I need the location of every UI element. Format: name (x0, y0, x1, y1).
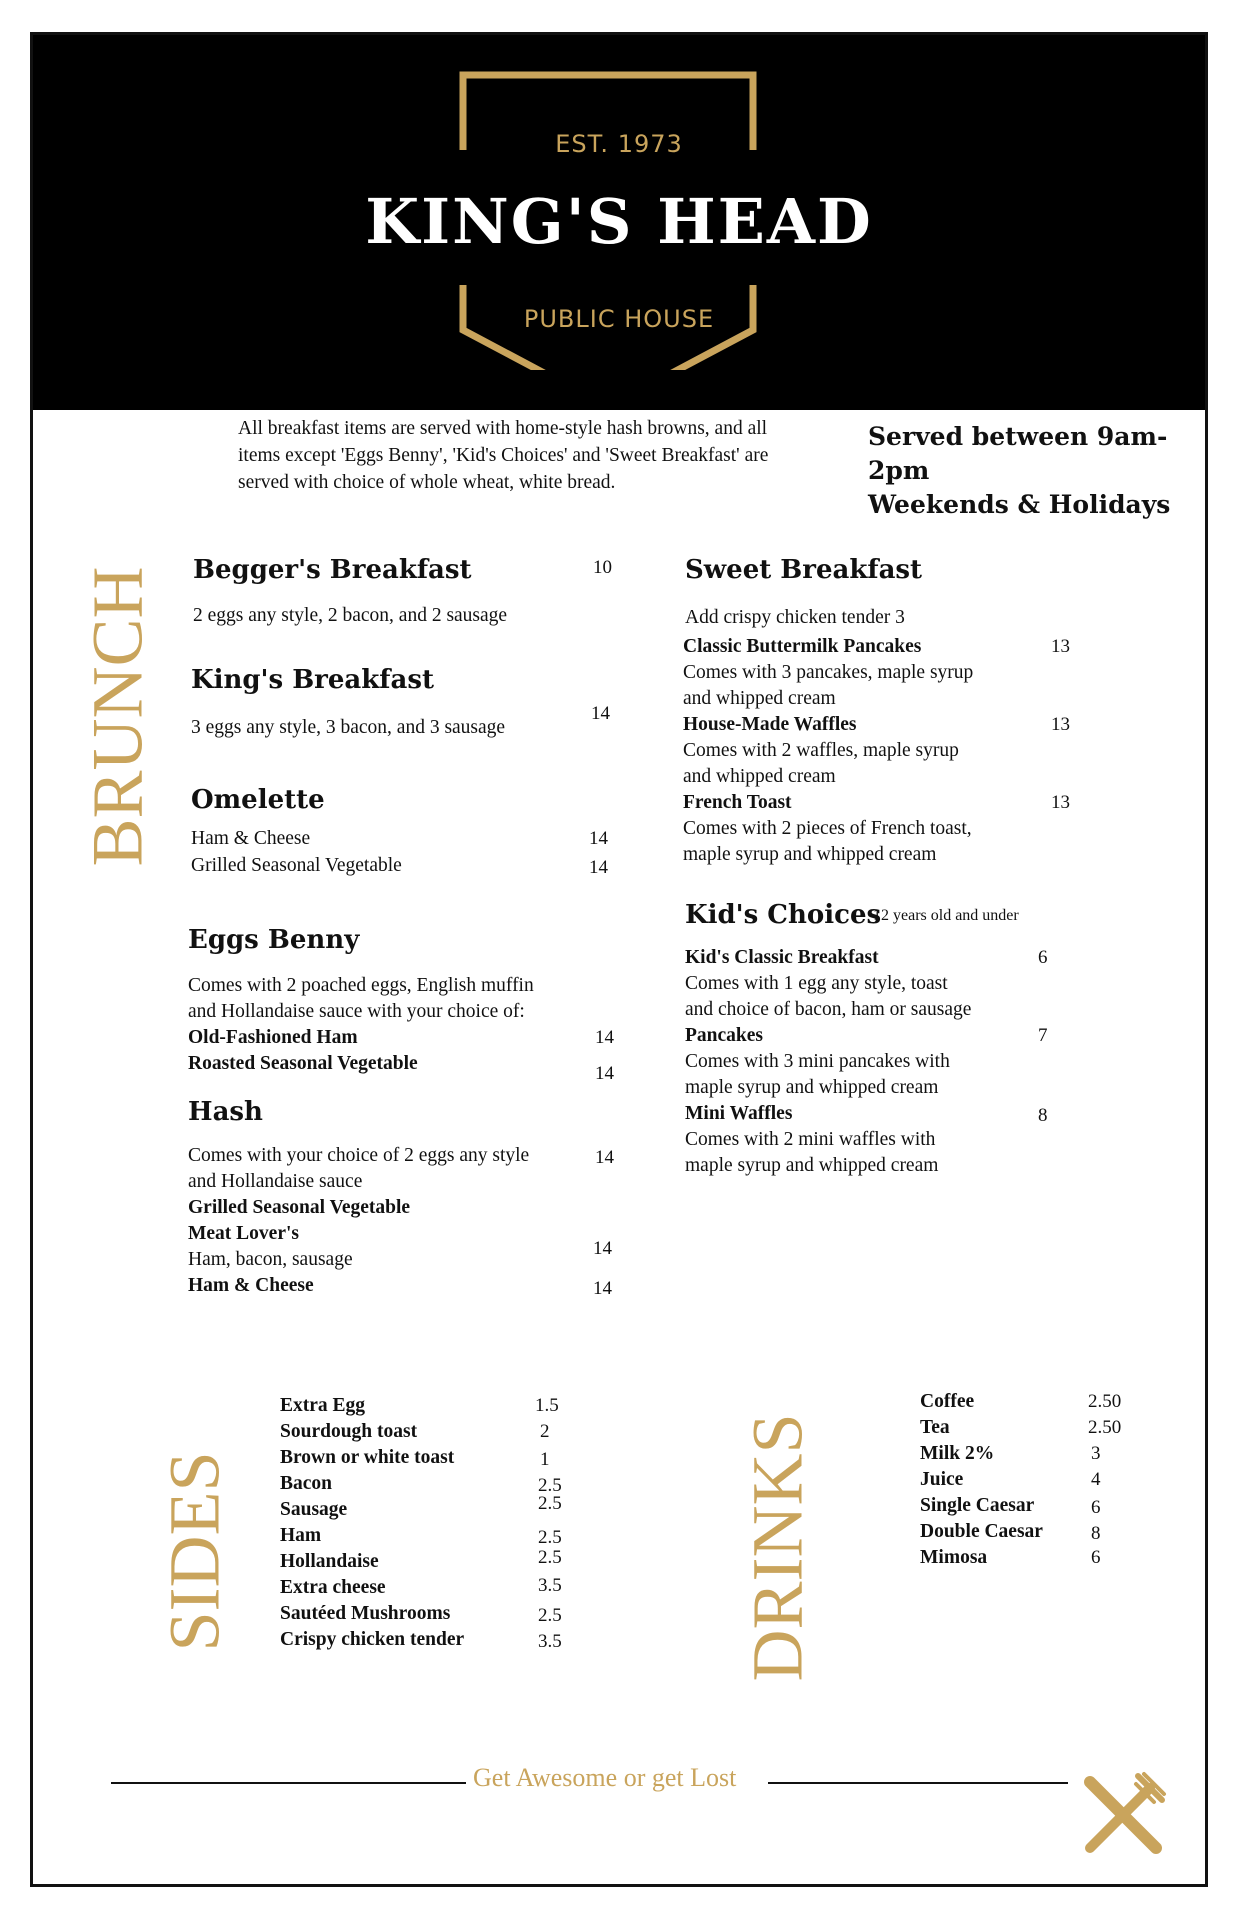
side-item: Extra cheese (280, 1577, 386, 1598)
item-option: French Toast (683, 792, 792, 813)
side-price: 1 (540, 1449, 550, 1470)
age-note: 12 years old and under (873, 907, 1019, 924)
item-price: 14 (593, 1238, 612, 1259)
item-desc: Comes with 1 egg any style, toast (685, 973, 948, 994)
item-option: Ham & Cheese (188, 1275, 314, 1296)
menu-header (33, 35, 1205, 410)
drink-price: 2.50 (1088, 1391, 1122, 1412)
item-price: 14 (589, 857, 608, 878)
item-desc: and Hollandaise sauce with your choice of: (188, 1001, 525, 1022)
drink-price: 4 (1091, 1469, 1101, 1490)
side-price: 3.5 (538, 1575, 562, 1596)
drink-price: 6 (1091, 1547, 1101, 1568)
item-option: House-Made Waffles (683, 714, 857, 735)
item-desc: Comes with your choice of 2 eggs any style (188, 1145, 530, 1166)
item-desc: Comes with 3 mini pancakes with (685, 1051, 950, 1072)
side-price: 2.5 (538, 1547, 562, 1568)
fork-knife-icon (1078, 1770, 1168, 1860)
drink-item: Single Caesar (920, 1495, 1035, 1516)
side-price: 1.5 (535, 1395, 559, 1416)
section-title-sweet: Sweet Breakfast (685, 555, 923, 585)
side-item: Extra Egg (280, 1395, 366, 1416)
intro-line: items except 'Eggs Benny', 'Kid's Choices' and 'Sweet Breakfast' are (238, 445, 769, 466)
hours-line: Served between 9am-2pm (868, 422, 1168, 485)
drink-price: 3 (1091, 1443, 1101, 1464)
item-desc: Comes with 2 pieces of French toast, (683, 818, 972, 839)
item-desc: 3 eggs any style, 3 bacon, and 3 sausage (191, 717, 506, 738)
item-price: 13 (1051, 714, 1070, 735)
drink-item: Mimosa (920, 1547, 988, 1568)
intro-line: served with choice of whole wheat, white bread. (238, 472, 616, 493)
drink-price: 6 (1091, 1497, 1101, 1518)
item-price: 14 (589, 828, 608, 849)
item-desc: maple syrup and whipped cream (685, 1155, 939, 1176)
item-title: Hash (188, 1097, 263, 1127)
item-option: Meat Lover's (188, 1223, 300, 1244)
side-item: Sausage (280, 1499, 348, 1520)
side-price: 2.5 (538, 1605, 562, 1626)
item-price: 13 (1051, 792, 1070, 813)
side-item: Ham (280, 1525, 322, 1546)
item-desc: maple syrup and whipped cream (685, 1077, 939, 1098)
side-price: 2.5 (538, 1527, 562, 1548)
intro-text (238, 415, 858, 496)
item-title: King's Breakfast (191, 665, 434, 695)
menu-page (30, 32, 1208, 1887)
item-price: 6 (1038, 947, 1048, 968)
item-desc: Comes with 2 waffles, maple syrup (683, 740, 959, 761)
item-price: 13 (1051, 636, 1070, 657)
item-option: Grilled Seasonal Vegetable (191, 855, 402, 876)
section-title-kids: Kid's Choices (685, 900, 882, 930)
side-price: 2.5 (538, 1493, 562, 1514)
item-price: 14 (591, 703, 610, 724)
footer-rule-right (768, 1782, 1068, 1784)
side-price: 2.5 (538, 1475, 562, 1496)
side-price: 3.5 (538, 1631, 562, 1652)
item-desc: and whipped cream (683, 766, 836, 787)
side-item: Brown or white toast (280, 1447, 455, 1468)
section-label-sides: SIDES (154, 1451, 235, 1652)
section-label-brunch: BRUNCH (77, 566, 158, 867)
item-desc: and Hollandaise sauce (188, 1171, 363, 1192)
item-price: 14 (595, 1147, 614, 1168)
item-option: Classic Buttermilk Pancakes (683, 636, 922, 657)
drink-item: Milk 2% (920, 1443, 995, 1464)
item-option: Kid's Classic Breakfast (685, 947, 879, 968)
est-year: EST. 1973 (555, 130, 683, 158)
item-option: Roasted Seasonal Vegetable (188, 1053, 418, 1074)
item-option: Ham & Cheese (191, 828, 311, 849)
item-option: Mini Waffles (685, 1103, 793, 1124)
side-item: Bacon (280, 1473, 333, 1494)
item-price: 10 (593, 557, 612, 578)
item-title: Begger's Breakfast (193, 555, 472, 585)
side-item: Crispy chicken tender (280, 1629, 465, 1650)
brand-name: KING'S HEAD (365, 185, 873, 258)
side-item: Sautéed Mushrooms (280, 1603, 451, 1624)
side-item: Sourdough toast (280, 1421, 418, 1442)
item-desc: Comes with 3 pancakes, maple syrup (683, 662, 974, 683)
item-price: 14 (595, 1027, 614, 1048)
intro-line: All breakfast items are served with home-style hash browns, and all (238, 418, 768, 439)
item-desc: Comes with 2 mini waffles with (685, 1129, 936, 1150)
footer-rule-left (111, 1782, 466, 1784)
item-option: Old-Fashioned Ham (188, 1027, 358, 1048)
item-title: Omelette (191, 785, 325, 815)
footer-tagline: Get Awesome or get Lost (473, 1763, 737, 1792)
item-price: 8 (1038, 1105, 1048, 1126)
item-desc: Ham, bacon, sausage (188, 1249, 353, 1270)
item-title: Eggs Benny (188, 925, 360, 955)
item-price: 7 (1038, 1025, 1048, 1046)
days-line: Weekends & Holidays (868, 490, 1171, 519)
item-option: Grilled Seasonal Vegetable (188, 1197, 411, 1218)
addon-note: Add crispy chicken tender 3 (685, 607, 905, 628)
drink-item: Double Caesar (920, 1521, 1043, 1542)
section-label-drinks: DRINKS (737, 1413, 818, 1682)
item-desc: Comes with 2 poached eggs, English muffin (188, 975, 534, 996)
drink-item: Coffee (920, 1391, 975, 1412)
item-desc: and whipped cream (683, 688, 836, 709)
item-desc: maple syrup and whipped cream (683, 844, 937, 865)
serving-hours (868, 420, 1205, 522)
side-price: 2 (540, 1421, 550, 1442)
item-option: Pancakes (685, 1025, 763, 1046)
item-desc: and choice of bacon, ham or sausage (685, 999, 972, 1020)
item-price: 14 (595, 1063, 614, 1084)
drink-price: 2.50 (1088, 1417, 1122, 1438)
drink-item: Juice (920, 1469, 964, 1490)
drink-item: Tea (920, 1417, 950, 1438)
drink-price: 8 (1091, 1523, 1101, 1544)
item-desc: 2 eggs any style, 2 bacon, and 2 sausage (193, 605, 508, 626)
item-price: 14 (593, 1278, 612, 1299)
brand-subtitle: PUBLIC HOUSE (523, 305, 715, 333)
side-item: Hollandaise (280, 1551, 379, 1572)
